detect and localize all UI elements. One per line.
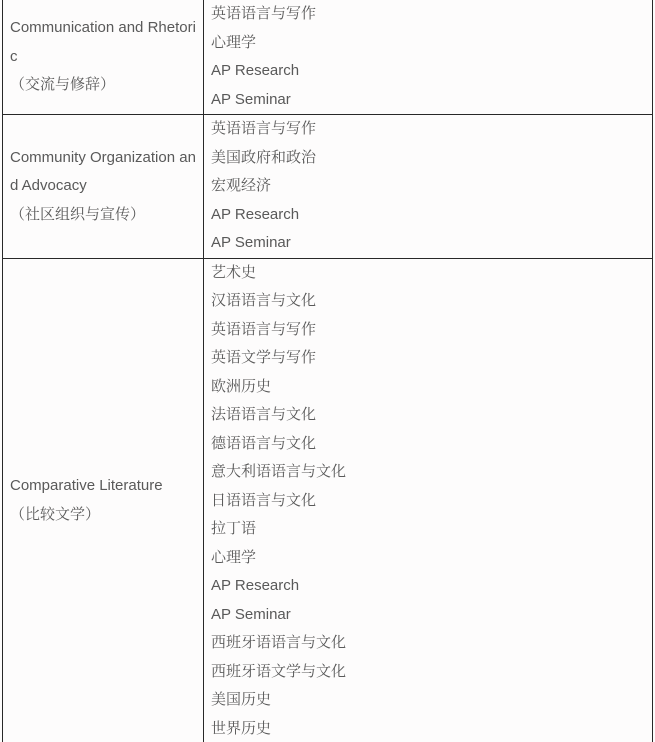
course-item: 西班牙语语言与文化 (211, 634, 347, 651)
major-name-en: Community Organization and Advocacy (10, 148, 196, 194)
course-item: AP Research (211, 205, 300, 223)
major-cell (3, 0, 204, 114)
major-name-zh: （社区组织与宣传） (10, 205, 146, 223)
course-item: 拉丁语 (211, 520, 257, 537)
course-item: 西班牙语文学与文化 (211, 662, 347, 680)
table-row (3, 258, 652, 742)
course-item: AP Seminar (211, 90, 291, 108)
course-item: 法语语言与文化 (211, 406, 317, 423)
course-item: 美国政府和政治 (211, 148, 317, 166)
course-item: 艺术史 (211, 263, 257, 281)
course-item: 欧洲历史 (211, 377, 272, 395)
course-item: 世界历史 (211, 719, 272, 737)
course-item: 英语文学与写作 (211, 349, 317, 366)
major-cell (3, 115, 204, 258)
course-item: 汉语语言与文化 (211, 292, 317, 309)
course-item: 宏观经济 (211, 177, 272, 194)
course-item: 心理学 (211, 33, 257, 51)
course-item: 心理学 (211, 548, 257, 566)
major-cell (3, 259, 204, 742)
course-item: 意大利语语言与文化 (211, 463, 347, 480)
major-name-zh: （交流与修辞） (10, 76, 116, 94)
course-item: 英语语言与写作 (211, 5, 317, 22)
table-row (3, 0, 652, 114)
course-item: 英语语言与写作 (211, 320, 317, 338)
course-item: AP Research (211, 62, 300, 79)
course-item: 德语语言与文化 (211, 434, 317, 452)
course-item: AP Seminar (211, 605, 291, 623)
course-item: AP Research (211, 577, 300, 594)
major-name-zh: （比较文学） (10, 505, 101, 523)
major-name-en: Communication and Rhetoric (10, 19, 196, 65)
major-name-en: Comparative Literature (10, 477, 163, 495)
course-item: 日语语言与文化 (211, 491, 317, 509)
major-course-table (2, 0, 653, 742)
courses-cell (204, 0, 652, 114)
course-item: 美国历史 (211, 691, 272, 708)
courses-cell (204, 115, 652, 258)
course-item: AP Seminar (211, 234, 291, 251)
courses-cell (204, 259, 652, 742)
table-row (3, 114, 652, 258)
course-item: 英语语言与写作 (211, 120, 317, 137)
